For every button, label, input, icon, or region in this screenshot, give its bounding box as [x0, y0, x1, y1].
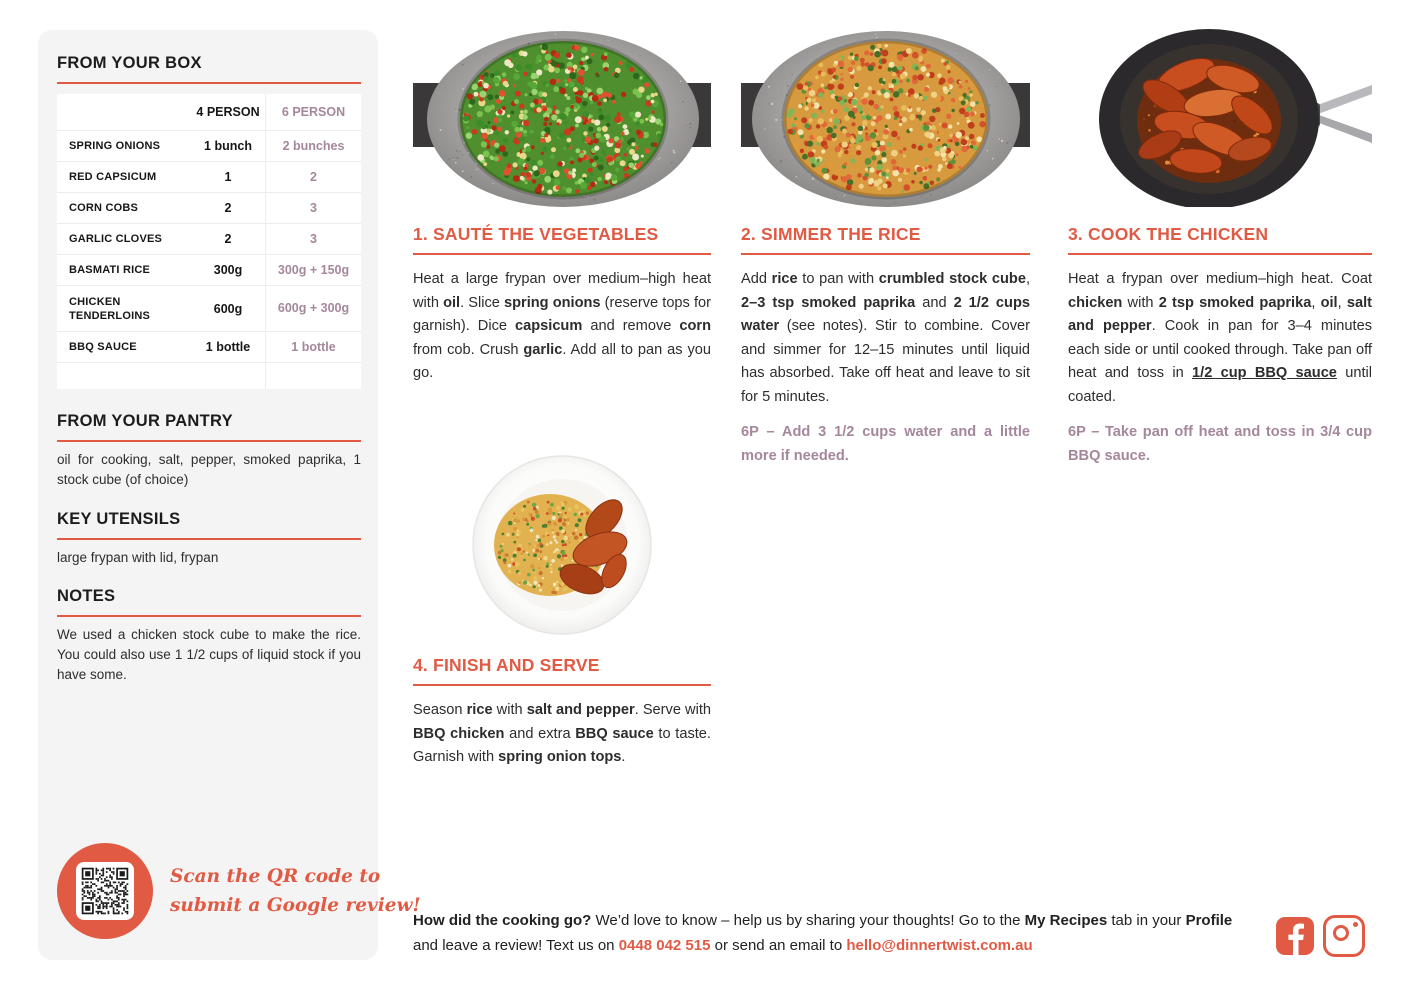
step-2-photo-rice-in-pot — [741, 27, 1030, 207]
qr-caption-line2: submit a Google review! — [170, 895, 421, 916]
ingredient-name: BASMATI RICE — [69, 264, 151, 276]
step-3-instructions: Heat a frypan over medium–high heat. Coat chicken with 2 tsp smoked paprika, oil, salt and pepper. Cook in pan for 3–4 minutes each side or until cooked through. Take pan off heat and toss in 1/2 cup BBQ sauce until coated. — [1068, 271, 1373, 405]
pantry-text: oil for cooking, salt, pepper, smoked paprika, 1 stock cube (of choice) — [57, 452, 361, 487]
table-row — [57, 255, 361, 286]
qty-4-person: 1 bunch — [204, 139, 252, 153]
table-header-row — [57, 94, 361, 131]
qty-6-person: 2 — [265, 162, 361, 192]
qty-4-person: 300g — [213, 263, 243, 277]
ingredient-name: CHICKEN TENDERLOINS — [69, 295, 151, 322]
qty-4-person: 2 — [224, 232, 232, 246]
instagram-lens — [1333, 925, 1349, 941]
step-1-photo-vegetables-in-pot — [413, 27, 711, 207]
ingredients-table — [57, 94, 361, 389]
col-4-person-header: 4 PERSON — [196, 105, 260, 119]
qr-caption-line1: Scan the QR code to — [170, 866, 381, 887]
qr-code-icon — [76, 862, 134, 920]
qty-4-person: 1 — [224, 170, 232, 184]
qty-6-person: 2 bunches — [265, 131, 361, 161]
from-your-box-title: FROM YOUR BOX — [57, 54, 361, 84]
qr-caption — [170, 862, 421, 920]
ingredient-name-header — [57, 94, 191, 130]
step-4-title: 4. FINISH AND SERVE — [413, 655, 711, 686]
instagram-dot — [1353, 922, 1358, 927]
notes-title: NOTES — [57, 587, 361, 617]
step-4-photo-plated-dish — [413, 453, 711, 638]
step-2-6p-note: 6P – Add 3 1/2 cups water and a little more if needed. — [741, 424, 1030, 464]
qty-4-person: 1 bottle — [205, 340, 251, 354]
step-1 — [413, 27, 711, 386]
table-row — [57, 162, 361, 193]
instagram-icon[interactable] — [1323, 915, 1365, 957]
sidebar — [38, 30, 421, 960]
step-1-title: 1. SAUTÉ THE VEGETABLES — [413, 224, 711, 255]
step-3-6p-note: 6P – Take pan off heat and toss in 3/4 cup BBQ sauce. — [1068, 424, 1372, 464]
ingredient-name: RED CAPSICUM — [69, 171, 157, 183]
step-3 — [1068, 27, 1372, 468]
col-6-person-header: 6 PERSON — [265, 94, 361, 130]
step-4-instructions: Season rice with salt and pepper. Serve with BBQ chicken and extra BBQ sauce to taste. Garnish with spring onion tops. — [413, 702, 711, 765]
google-review-block — [57, 843, 421, 939]
table-row — [57, 224, 361, 255]
qty-4-person: 2 — [224, 201, 232, 215]
qty-6-person: 1 bottle — [265, 332, 361, 362]
ingredient-name: GARLIC CLOVES — [69, 233, 163, 245]
table-row — [57, 131, 361, 162]
step-2-instructions: Add rice to pan with crumbled stock cube, 2–3 tsp smoked paprika and 2 1/2 cups water (see notes). Stir to combine. Cover and simmer for 12–15 minutes until liquid has absorbed. Take off heat and leave to sit for 5 minutes. — [741, 271, 1030, 405]
facebook-icon[interactable] — [1276, 917, 1314, 955]
notes-text: We used a chicken stock cube to make the rice. You could also use 1 1/2 cups of liquid stock if you have some. — [57, 627, 361, 682]
qty-6-person: 3 — [265, 193, 361, 223]
step-2-title: 2. SIMMER THE RICE — [741, 224, 1030, 255]
qty-6-person: 3 — [265, 224, 361, 254]
step-1-instructions: Heat a large frypan over medium–high heat with oil. Slice spring onions (reserve tops for garnish). Dice capsicum and remove corn from cob. Crush garlic. Add all to pan as you go. — [413, 271, 711, 381]
step-2 — [741, 27, 1030, 468]
qty-4-person: 600g — [213, 301, 243, 316]
ingredient-name: SPRING ONIONS — [69, 140, 161, 152]
qr-code[interactable] — [57, 843, 153, 939]
qty-6-person: 300g + 150g — [265, 255, 361, 285]
qty-6-person: 600g + 300g — [265, 286, 361, 331]
table-row — [57, 332, 361, 363]
utensils-text: large frypan with lid, frypan — [57, 550, 219, 565]
table-spacer-row — [57, 363, 361, 389]
ingredient-name: BBQ SAUCE — [69, 341, 137, 353]
ingredient-name: CORN COBS — [69, 202, 139, 214]
step-3-title: 3. COOK THE CHICKEN — [1068, 224, 1372, 255]
table-row — [57, 286, 361, 332]
table-row — [57, 193, 361, 224]
step-4 — [413, 453, 711, 770]
key-utensils-title: KEY UTENSILS — [57, 510, 361, 540]
from-your-pantry-title: FROM YOUR PANTRY — [57, 412, 361, 442]
step-3-photo-chicken-in-frypan — [1068, 27, 1372, 207]
social-icons — [1276, 915, 1365, 957]
footer-message: How did the cooking go? We’d love to know – help us by sharing your thoughts! Go to the My Recipes tab in your Profile and leave a review! Text us on 0448 042 515 or send an email to hello@dinnertwist.com.au — [413, 912, 1233, 954]
